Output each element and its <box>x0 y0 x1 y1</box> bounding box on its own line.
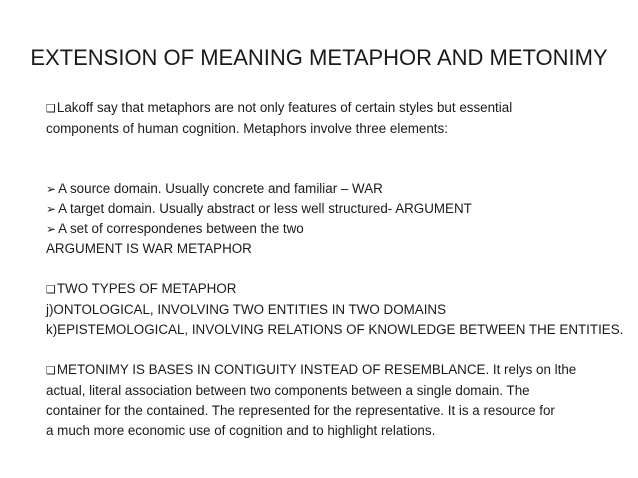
metonimy-line: actual, literal association between two components between a single domain. The <box>46 383 530 398</box>
list-item: k)EPISTEMOLOGICAL, INVOLVING RELATIONS OF KNOWLEDGE BETWEEN THE ENTITIES. <box>46 322 624 337</box>
types-heading: ❑TWO TYPES OF METAPHOR <box>46 279 606 300</box>
metonimy-line: a much more economic use of cognition and to highlight relations. <box>46 423 436 438</box>
metonimy-paragraph <box>46 360 606 441</box>
list-item: ➢ A target domain. Usually abstract or less well structured- ARGUMENT <box>46 199 606 219</box>
intro-line: components of human cognition. Metaphors involve three elements: <box>46 121 448 136</box>
arrow-bullet-icon: ➢ <box>46 202 57 216</box>
slide-title: EXTENSION OF MEANING METAPHOR AND METONIMY <box>30 45 608 70</box>
intro-paragraph <box>46 98 606 139</box>
arrow-bullet-icon: ➢ <box>46 182 57 196</box>
metonimy-line: container for the contained. The represented for the representative. It is a resource for <box>46 403 555 418</box>
types-section <box>46 279 624 340</box>
elements-list <box>46 179 606 259</box>
metonimy-line: ❑METONIMY IS BASES IN CONTIGUITY INSTEAD OF RESEMBLANCE. It relys on lthe <box>46 360 606 381</box>
list-item: ➢ A set of correspondenes between the two <box>46 219 606 239</box>
list-item: ➢ A source domain. Usually concrete and familiar – WAR <box>46 179 606 199</box>
square-bullet-icon: ❑ <box>46 284 56 296</box>
slide-body <box>46 98 624 441</box>
example-line: ARGUMENT IS WAR METAPHOR <box>46 241 252 256</box>
square-bullet-icon: ❑ <box>46 365 56 377</box>
arrow-bullet-icon: ➢ <box>46 222 57 236</box>
square-bullet-icon: ❑ <box>46 103 56 115</box>
list-item: j)ONTOLOGICAL, INVOLVING TWO ENTITIES IN TWO DOMAINS <box>46 302 447 317</box>
intro-line: ❑Lakoff say that metaphors are not only features of certain styles but essential <box>46 98 606 119</box>
